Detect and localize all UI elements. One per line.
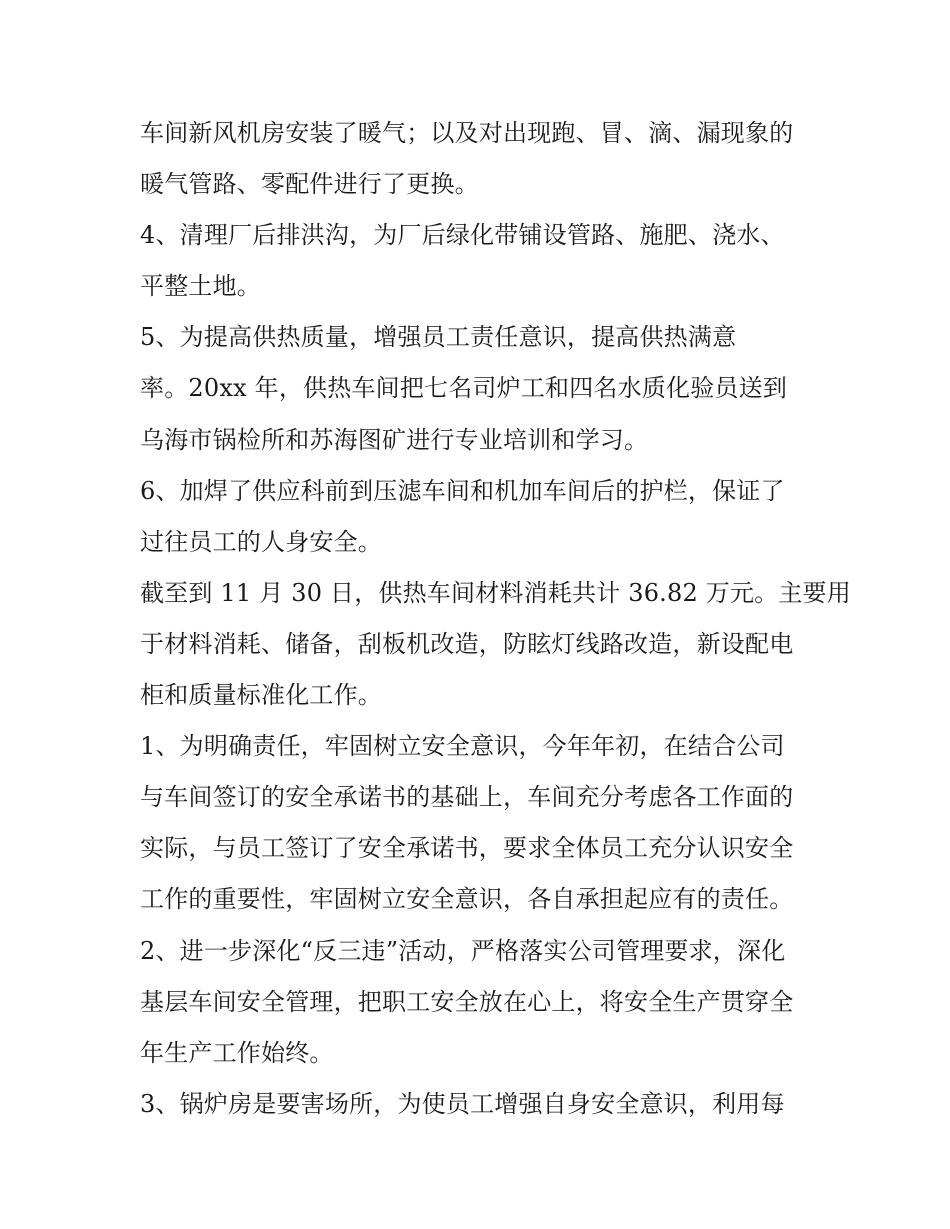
text-line: 平整土地。 xyxy=(140,272,261,301)
text-line: 实际，与员工签订了安全承诺书，要求全体员工充分认识安全 xyxy=(140,834,794,863)
text-line: 5、为提高供热质量，增强员工责任意识，提高供热满意 xyxy=(140,323,737,352)
text-line: 柜和质量标准化工作。 xyxy=(140,681,382,710)
text-line: 3、锅炉房是要害场所，为使员工增强自身安全意识，利用每 xyxy=(140,1089,785,1118)
text-line: 2、进一步深化“反三违”活动，严格落实公司管理要求，深化 xyxy=(140,936,786,965)
text-line: 工作的重要性，牢固树立安全意识，各自承担起应有的责任。 xyxy=(140,885,794,914)
text-line: 率。20xx 年，供热车间把七名司炉工和四名水质化验员送到 xyxy=(140,374,788,403)
text-line: 截至到 11 月 30 日，供热车间材料消耗共计 36.82 万元。主要用 xyxy=(140,578,851,607)
text-line: 年生产工作始终。 xyxy=(140,1038,334,1067)
text-line: 1、为明确责任，牢固树立安全意识，今年年初，在结合公司 xyxy=(140,732,785,761)
text-line: 车间新风机房安装了暖气；以及对出现跑、冒、滴、漏现象的 xyxy=(140,119,794,147)
text-line: 6、加焊了供应科前到压滤车间和机加车间后的护栏，保证了 xyxy=(140,476,785,505)
document-body xyxy=(140,108,851,1130)
text-line: 4、清理厂后排洪沟，为厂后绿化带铺设管路、施肥、浇水、 xyxy=(140,221,785,250)
text-line: 过往员工的人身安全。 xyxy=(140,527,382,556)
text-line: 乌海市锅检所和苏海图矿进行专业培训和学习。 xyxy=(140,425,649,454)
text-line: 基层车间安全管理，把职工安全放在心上，将安全生产贯穿全 xyxy=(140,987,794,1016)
text-line: 于材料消耗、储备，刮板机改造，防眩灯线路改造，新设配电 xyxy=(140,629,794,658)
text-line: 与车间签订的安全承诺书的基础上，车间充分考虑各工作面的 xyxy=(140,783,794,812)
text-line: 暖气管路、零配件进行了更换。 xyxy=(140,170,479,199)
